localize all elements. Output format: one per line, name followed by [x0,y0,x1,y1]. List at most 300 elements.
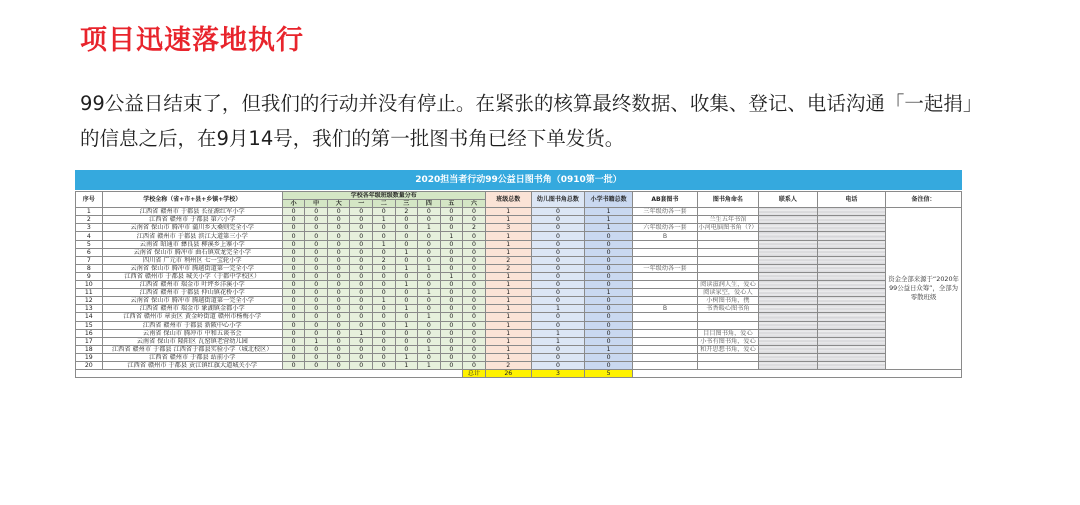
total-classes-cell: 2 [485,361,531,369]
corner-name-cell: 阅读滋润人生，爱心 [697,281,758,289]
primary-books-cell: 0 [585,264,633,272]
header-corner-name: 图书角命名 [697,192,758,208]
header-grade: 五 [440,200,463,208]
corner-name-cell [697,256,758,264]
grade-count-cell: 0 [350,345,373,353]
grade-count-cell: 0 [440,248,463,256]
grade-count-cell: 0 [418,216,441,224]
totals-label: 总计 [463,370,486,378]
contact-cell-blurred [759,345,817,353]
grade-count-cell: 0 [395,337,418,345]
grade-count-cell: 0 [440,208,463,216]
grade-count-cell: 0 [350,232,373,240]
total-classes-cell: 1 [485,216,531,224]
grade-count-cell: 0 [282,297,305,305]
seq-cell: 12 [76,297,103,305]
grade-count-cell: 1 [395,353,418,361]
grade-count-cell: 0 [395,272,418,280]
grade-count-cell: 0 [463,208,486,216]
table-row [76,289,962,297]
grade-count-cell: 0 [373,305,396,313]
grade-count-cell: 0 [282,264,305,272]
school-cell: 江西省 赣州市 于都县 第六小学 [102,216,282,224]
phone-cell-blurred [817,208,886,216]
primary-books-cell: 0 [585,313,633,321]
grade-count-cell: 1 [305,337,328,345]
corner-name-cell [697,313,758,321]
school-cell: 云南省 保山市 腾冲市 腾越街道第一完全小学 [102,297,282,305]
seq-cell: 15 [76,321,103,329]
header-seq: 序号 [76,192,103,208]
grade-count-cell: 0 [418,329,441,337]
phone-cell-blurred [817,337,886,345]
table-row [76,224,962,232]
school-cell: 江西省 赣州市 于都县 滨江大道第三小学 [102,232,282,240]
grade-count-cell: 0 [373,353,396,361]
grade-count-cell: 0 [373,224,396,232]
ab-cell [633,248,698,256]
table-row [76,216,962,224]
grade-count-cell: 0 [395,232,418,240]
kinder-books-cell: 0 [531,289,584,297]
seq-cell: 3 [76,224,103,232]
kinder-books-cell: 0 [531,272,584,280]
ab-cell [633,329,698,337]
primary-books-cell: 0 [585,281,633,289]
seq-cell: 17 [76,337,103,345]
corner-name-cell [697,361,758,369]
table-row [76,321,962,329]
phone-cell-blurred [817,297,886,305]
header-phone: 电话 [817,192,886,208]
grade-count-cell: 1 [395,281,418,289]
grade-count-cell: 0 [440,297,463,305]
grade-count-cell: 0 [463,281,486,289]
grade-count-cell: 0 [440,329,463,337]
empty-cell [76,370,463,378]
grade-count-cell: 0 [418,305,441,313]
grade-count-cell: 0 [373,264,396,272]
grade-count-cell: 2 [395,208,418,216]
corner-name-cell: 小书有图书角，爱心 [697,337,758,345]
grade-count-cell: 0 [418,256,441,264]
table-row [76,264,962,272]
seq-cell: 16 [76,329,103,337]
ab-cell [633,216,698,224]
grade-count-cell: 2 [373,256,396,264]
grade-count-cell: 0 [282,353,305,361]
ab-cell [633,281,698,289]
header-remark: 备注信： [886,192,962,208]
book-corner-table [75,191,962,378]
primary-books-cell: 1 [585,216,633,224]
primary-books-cell: 0 [585,321,633,329]
school-cell: 江西省 赣州市 于都县 长征源红军小学 [102,208,282,216]
primary-books-cell: 1 [585,345,633,353]
corner-name-cell [697,240,758,248]
seq-cell: 5 [76,240,103,248]
kinder-books-cell: 0 [531,297,584,305]
table-row [76,256,962,264]
school-cell: 江西省 赣州市 于都县 仲山镇花桥小学 [102,289,282,297]
total-classes-cell: 1 [485,248,531,256]
total-classes-cell: 1 [485,289,531,297]
contact-cell-blurred [759,208,817,216]
table-row [76,248,962,256]
grade-count-cell: 0 [282,232,305,240]
header-grade: 二 [373,200,396,208]
primary-books-cell: 0 [585,329,633,337]
contact-cell-blurred [759,248,817,256]
grade-count-cell: 0 [350,353,373,361]
grade-count-cell: 1 [350,329,373,337]
phone-cell-blurred [817,216,886,224]
school-cell: 云南省 保山市 腾冲市 曲石镇双龙完全小学 [102,248,282,256]
grade-count-cell: 0 [463,297,486,305]
grade-count-cell: 0 [350,289,373,297]
phone-cell-blurred [817,281,886,289]
grade-count-cell: 0 [350,297,373,305]
grade-count-cell: 0 [440,321,463,329]
grade-count-cell: 0 [463,329,486,337]
kinder-books-cell: 0 [531,248,584,256]
header-grade: 四 [418,200,441,208]
grade-count-cell: 0 [282,256,305,264]
grade-count-cell: 0 [305,256,328,264]
totals-kinder: 3 [531,370,584,378]
grade-count-cell: 0 [327,208,350,216]
school-cell: 江西省 赣州市 于都县 城关小学（于都中学校区） [102,272,282,280]
ab-cell: 六年级幼各一套 [633,224,698,232]
total-classes-cell: 1 [485,345,531,353]
header-grades-group: 学校各年级班级数量分布 [282,192,485,200]
kinder-books-cell: 0 [531,264,584,272]
ab-cell: B [633,232,698,240]
grade-count-cell: 0 [395,313,418,321]
header-grade: 大 [327,200,350,208]
header-grade: 中 [305,200,328,208]
empty-cell [633,370,962,378]
grade-count-cell: 0 [463,313,486,321]
grade-count-cell: 0 [327,313,350,321]
total-classes-cell: 1 [485,305,531,313]
spreadsheet-image [75,170,962,460]
grade-count-cell: 0 [305,345,328,353]
grade-count-cell: 0 [305,208,328,216]
kinder-books-cell: 0 [531,216,584,224]
phone-cell-blurred [817,321,886,329]
primary-books-cell: 0 [585,272,633,280]
seq-cell: 1 [76,208,103,216]
grade-count-cell: 0 [418,232,441,240]
grade-count-cell: 0 [463,337,486,345]
ab-cell: 三年级幼各一套 [633,208,698,216]
grade-count-cell: 1 [373,240,396,248]
grade-count-cell: 1 [418,313,441,321]
grade-count-cell: 0 [440,216,463,224]
primary-books-cell: 0 [585,361,633,369]
grade-count-cell: 0 [373,329,396,337]
grade-count-cell: 0 [418,321,441,329]
school-cell: 四川省 广元市 利州区 七一宝轮小学 [102,256,282,264]
grade-count-cell: 0 [418,248,441,256]
sheet-banner: 2020担当者行动99公益日图书角（0910第一批） [75,170,962,190]
grade-count-cell: 0 [305,281,328,289]
contact-cell-blurred [759,305,817,313]
kinder-books-cell: 0 [531,240,584,248]
corner-name-cell: 阅读家空，爱心人 [697,289,758,297]
grade-count-cell: 0 [327,289,350,297]
grade-count-cell: 0 [305,232,328,240]
grade-count-cell: 0 [327,337,350,345]
phone-cell-blurred [817,361,886,369]
grade-count-cell: 0 [282,321,305,329]
totals-classes: 26 [485,370,531,378]
grade-count-cell: 0 [282,216,305,224]
grade-count-cell: 0 [440,345,463,353]
seq-cell: 4 [76,232,103,240]
corner-name-cell: 书香暖心图书角 [697,305,758,313]
grade-count-cell: 1 [418,361,441,369]
grade-count-cell: 0 [327,224,350,232]
grade-count-cell: 0 [327,240,350,248]
grade-count-cell: 0 [350,248,373,256]
phone-cell-blurred [817,232,886,240]
grade-count-cell: 0 [395,224,418,232]
grade-count-cell: 0 [282,337,305,345]
grade-count-cell: 0 [327,305,350,313]
corner-name-cell [697,232,758,240]
grade-count-cell: 0 [418,297,441,305]
grade-count-cell: 0 [305,216,328,224]
contact-cell-blurred [759,256,817,264]
primary-books-cell: 0 [585,297,633,305]
contact-cell-blurred [759,361,817,369]
corner-name-cell: 和开思想书角，爱心 [697,345,758,353]
grade-count-cell: 1 [395,264,418,272]
grade-count-cell: 0 [395,240,418,248]
grade-count-cell: 1 [395,305,418,313]
grade-count-cell: 0 [327,216,350,224]
contact-cell-blurred [759,264,817,272]
school-cell: 云南省 保山市 隆阳区 瓦窑镇老营幼儿园 [102,337,282,345]
seq-cell: 7 [76,256,103,264]
grade-count-cell: 0 [440,305,463,313]
grade-count-cell: 1 [418,289,441,297]
corner-name-cell: 小树图书角，携 [697,297,758,305]
seq-cell: 20 [76,361,103,369]
table-row [76,208,962,216]
ab-cell [633,321,698,329]
grade-count-cell: 1 [373,297,396,305]
total-classes-cell: 1 [485,321,531,329]
seq-cell: 14 [76,313,103,321]
primary-books-cell: 0 [585,232,633,240]
table-row [76,337,962,345]
grade-count-cell: 0 [373,361,396,369]
grade-count-cell: 0 [327,281,350,289]
grade-count-cell: 1 [395,248,418,256]
grade-count-cell: 0 [350,256,373,264]
header-grade: 三 [395,200,418,208]
grade-count-cell: 0 [282,240,305,248]
phone-cell-blurred [817,289,886,297]
grade-count-cell: 1 [440,232,463,240]
grade-count-cell: 2 [463,224,486,232]
kinder-books-cell: 0 [531,361,584,369]
kinder-books-cell: 0 [531,256,584,264]
ab-cell [633,361,698,369]
school-cell: 江西省 赣州市 瑞金市 叶坪乡洋溪小学 [102,281,282,289]
seq-cell: 9 [76,272,103,280]
phone-cell-blurred [817,240,886,248]
grade-count-cell: 0 [327,329,350,337]
seq-cell: 6 [76,248,103,256]
total-classes-cell: 1 [485,232,531,240]
seq-cell: 18 [76,345,103,353]
kinder-books-cell: 1 [531,329,584,337]
kinder-books-cell: 0 [531,353,584,361]
grade-count-cell: 0 [373,345,396,353]
grade-count-cell: 0 [305,297,328,305]
school-cell: 江西省 赣州市 于都县 江西省于都县实验小学（城北校区） [102,345,282,353]
grade-count-cell: 1 [395,361,418,369]
totals-primary: 5 [585,370,633,378]
seq-cell: 2 [76,216,103,224]
corner-name-cell [697,353,758,361]
corner-name-cell [697,208,758,216]
total-classes-cell: 1 [485,297,531,305]
kinder-books-cell: 0 [531,232,584,240]
grade-count-cell: 0 [327,297,350,305]
table-row [76,281,962,289]
total-classes-cell: 2 [485,264,531,272]
total-classes-cell: 1 [485,313,531,321]
total-classes-cell: 2 [485,256,531,264]
grade-count-cell: 0 [418,208,441,216]
primary-books-cell: 0 [585,353,633,361]
grade-count-cell: 0 [327,353,350,361]
grade-count-cell: 0 [440,281,463,289]
seq-cell: 8 [76,264,103,272]
grade-count-cell: 1 [418,224,441,232]
grade-count-cell: 0 [327,264,350,272]
grade-count-cell: 0 [418,281,441,289]
grade-count-cell: 0 [350,272,373,280]
grade-count-cell: 0 [305,305,328,313]
grade-count-cell: 0 [373,289,396,297]
grade-count-cell: 0 [282,224,305,232]
grade-count-cell: 0 [395,256,418,264]
grade-count-cell: 1 [395,321,418,329]
phone-cell-blurred [817,313,886,321]
kinder-books-cell: 0 [531,224,584,232]
table-row [76,329,962,337]
corner-name-cell: 小河电脑图书角（?） [698,224,758,232]
grade-count-cell: 0 [305,353,328,361]
kinder-books-cell: 1 [531,337,584,345]
grade-count-cell: 0 [282,208,305,216]
total-classes-cell: 1 [485,329,531,337]
grade-count-cell: 0 [418,272,441,280]
grade-count-cell: 0 [305,289,328,297]
grade-count-cell: 0 [305,361,328,369]
table-row [76,240,962,248]
page-title: 项目迅速落地执行 [80,25,304,56]
grade-count-cell: 0 [282,248,305,256]
grade-count-cell: 1 [440,272,463,280]
grade-count-cell: 0 [463,232,486,240]
kinder-books-cell: 1 [531,305,584,313]
grade-count-cell: 0 [463,264,486,272]
header-total-classes: 班级总数 [485,192,531,208]
corner-name-cell: 目目图书角，爱心 [697,329,758,337]
school-cell: 江西省 赣州市 于都县 站前小学 [102,353,282,361]
contact-cell-blurred [759,281,817,289]
table-row [76,305,962,313]
contact-cell-blurred [759,272,817,280]
grade-count-cell: 1 [373,216,396,224]
grade-count-cell: 0 [350,337,373,345]
grade-count-cell: 0 [327,232,350,240]
contact-cell-blurred [759,224,817,232]
grade-count-cell: 0 [327,272,350,280]
school-cell: 云南省 保山市 腾冲市 蒲川乡大桑则完全小学 [102,224,282,232]
intro-paragraph: 99公益日结束了，但我们的行动并没有停止。在紧张的核算最终数据、收集、登记、电话沟通「一起捐」的信息之后，在9月14号，我们的第一批图书角已经下单发货。 [80,92,983,150]
school-cell: 云南省 保山市 腾冲市 腾越街道第一完全小学 [102,264,282,272]
grade-count-cell: 0 [327,248,350,256]
remark-note: 资金全部来源于“2020年99公益日众筹”，全部为零散班级 [886,208,962,370]
grade-count-cell: 0 [440,337,463,345]
header-ab: AB套图书 [633,192,698,208]
corner-name-cell: 兰生五年书馆 [697,216,758,224]
contact-cell-blurred [759,232,817,240]
grade-count-cell: 0 [305,313,328,321]
table-row [76,345,962,353]
grade-count-cell: 0 [350,321,373,329]
grade-count-cell: 0 [463,240,486,248]
table-row [76,313,962,321]
primary-books-cell: 1 [585,224,633,232]
table-row [76,297,962,305]
phone-cell-blurred [817,353,886,361]
seq-cell: 10 [76,281,103,289]
corner-name-cell [697,264,758,272]
ab-cell [633,289,698,297]
ab-cell [633,313,698,321]
grade-count-cell: 0 [282,329,305,337]
grade-count-cell: 0 [463,248,486,256]
primary-books-cell: 0 [585,248,633,256]
phone-cell-blurred [817,272,886,280]
grade-count-cell: 0 [463,289,486,297]
grade-count-cell: 0 [305,329,328,337]
header-grade: 小 [282,200,305,208]
ab-cell [633,272,698,280]
grade-count-cell: 0 [418,353,441,361]
contact-cell-blurred [759,313,817,321]
grade-count-cell: 0 [282,281,305,289]
header-grade: 六 [463,200,486,208]
grade-count-cell: 0 [463,305,486,313]
total-classes-cell: 1 [485,281,531,289]
grade-count-cell: 0 [282,345,305,353]
ab-cell: 一年级幼各一套 [633,264,698,272]
total-classes-cell: 1 [485,337,531,345]
grade-count-cell: 0 [463,353,486,361]
grade-count-cell: 0 [350,240,373,248]
phone-cell-blurred [817,345,886,353]
